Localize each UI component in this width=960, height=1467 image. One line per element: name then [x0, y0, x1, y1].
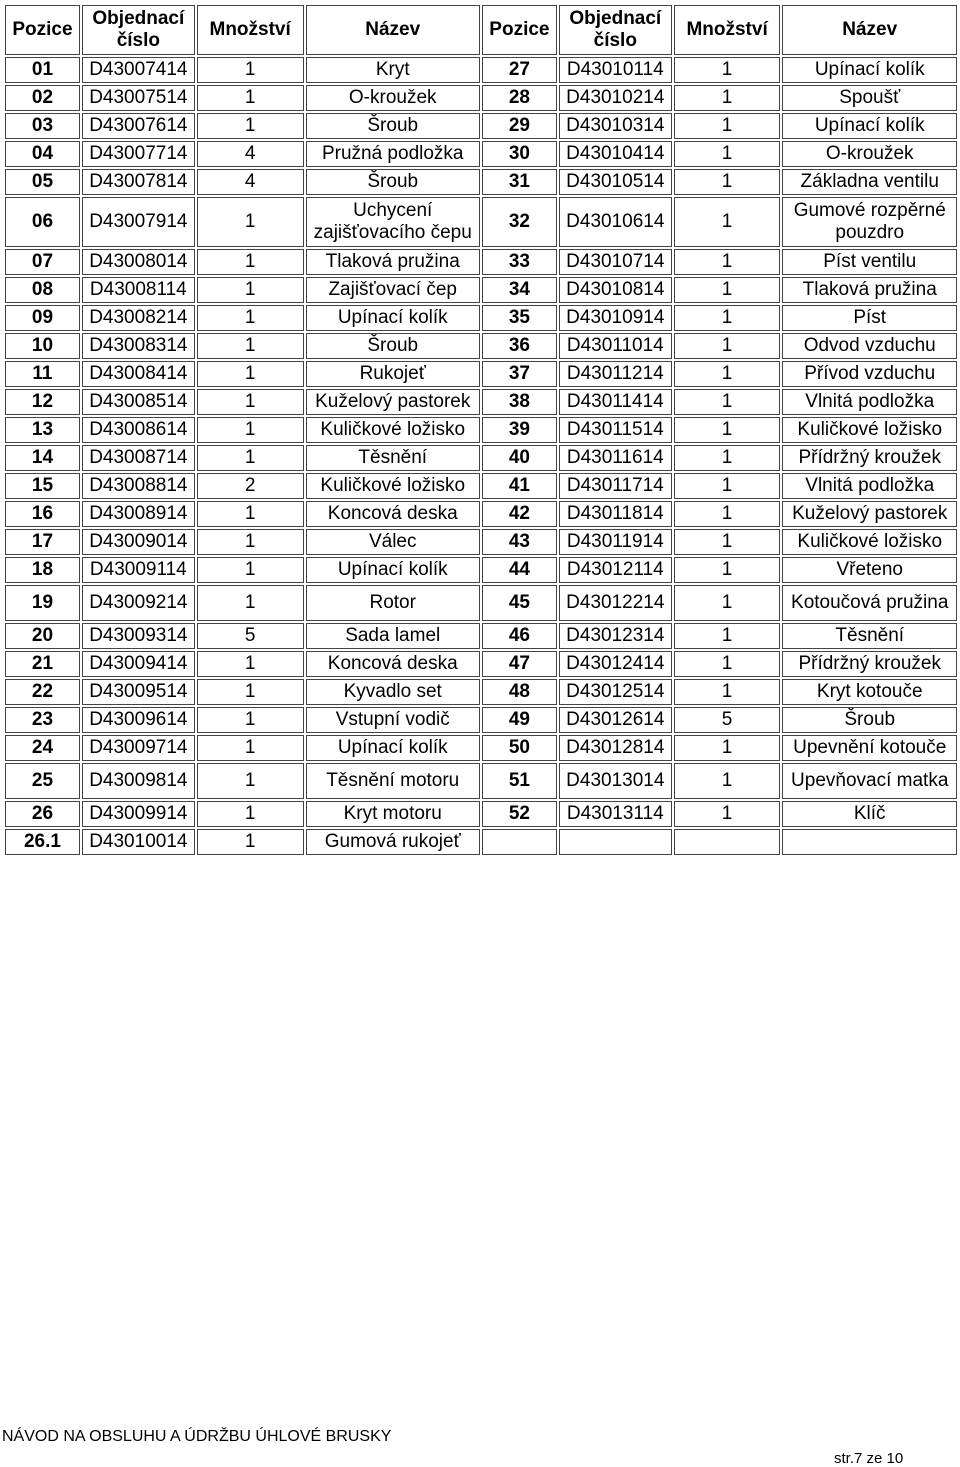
cell-qty-left: 1 — [197, 735, 304, 761]
cell-pos-right: 48 — [482, 679, 557, 705]
cell-name-left: Šroub — [306, 333, 480, 359]
cell-code-right: D43011014 — [559, 333, 672, 359]
cell-qty-right: 1 — [674, 85, 781, 111]
cell-code-left: D43008414 — [82, 361, 195, 387]
cell-name-left: Upínací kolík — [306, 557, 480, 583]
cell-pos-left: 06 — [5, 197, 80, 247]
cell-pos-right: 44 — [482, 557, 557, 583]
cell-qty-left: 1 — [197, 57, 304, 83]
cell-qty-right: 1 — [674, 305, 781, 331]
cell-code-left: D43009514 — [82, 679, 195, 705]
cell-code-left: D43009814 — [82, 763, 195, 799]
cell-code-left: D43008014 — [82, 249, 195, 275]
cell-pos-left: 17 — [5, 529, 80, 555]
cell-pos-left: 24 — [5, 735, 80, 761]
cell-qty-right: 1 — [674, 361, 781, 387]
cell-qty-right: 1 — [674, 389, 781, 415]
cell-name-right: Kuličkové ložisko — [782, 529, 957, 555]
cell-pos-left: 07 — [5, 249, 80, 275]
cell-name-right: Odvod vzduchu — [782, 333, 957, 359]
cell-code-right: D43010314 — [559, 113, 672, 139]
cell-name-right: Upínací kolík — [782, 57, 957, 83]
cell-code-right — [559, 829, 672, 855]
cell-pos-right: 37 — [482, 361, 557, 387]
cell-name-right: Tlaková pružina — [782, 277, 957, 303]
cell-pos-right: 31 — [482, 169, 557, 195]
cell-pos-left: 26.1 — [5, 829, 80, 855]
table-row — [5, 417, 957, 443]
cell-name-left: Kryt — [306, 57, 480, 83]
cell-pos-right: 41 — [482, 473, 557, 499]
cell-name-right: Kuželový pastorek — [782, 501, 957, 527]
cell-qty-left: 5 — [197, 623, 304, 649]
cell-qty-left: 1 — [197, 85, 304, 111]
cell-pos-right: 39 — [482, 417, 557, 443]
cell-pos-left: 03 — [5, 113, 80, 139]
cell-qty-right: 1 — [674, 735, 781, 761]
cell-qty-left: 2 — [197, 473, 304, 499]
cell-qty-right — [674, 829, 781, 855]
cell-qty-left: 1 — [197, 249, 304, 275]
cell-qty-left: 1 — [197, 679, 304, 705]
table-row — [5, 557, 957, 583]
cell-name-right: Klíč — [782, 801, 957, 827]
cell-code-left: D43007414 — [82, 57, 195, 83]
cell-pos-left: 11 — [5, 361, 80, 387]
cell-code-left: D43008514 — [82, 389, 195, 415]
cell-name-left: Gumová rukojeť — [306, 829, 480, 855]
table-row — [5, 473, 957, 499]
cell-pos-left: 25 — [5, 763, 80, 799]
header-qty-left: Množství — [197, 5, 304, 55]
cell-name-left: Kryt motoru — [306, 801, 480, 827]
cell-pos-left: 01 — [5, 57, 80, 83]
cell-pos-left: 23 — [5, 707, 80, 733]
cell-pos-right: 30 — [482, 141, 557, 167]
cell-name-left: O-kroužek — [306, 85, 480, 111]
header-row — [5, 5, 957, 55]
cell-name-left: Zajišťovací čep — [306, 277, 480, 303]
cell-code-left: D43009914 — [82, 801, 195, 827]
cell-name-right: Gumové rozpěrné pouzdro — [782, 197, 957, 247]
cell-pos-left: 22 — [5, 679, 80, 705]
cell-name-right: Přídržný kroužek — [782, 651, 957, 677]
cell-pos-left: 10 — [5, 333, 80, 359]
cell-qty-right: 1 — [674, 417, 781, 443]
cell-qty-left: 1 — [197, 113, 304, 139]
table-row — [5, 249, 957, 275]
cell-qty-right: 1 — [674, 445, 781, 471]
cell-pos-left: 15 — [5, 473, 80, 499]
cell-name-left: Těsnění — [306, 445, 480, 471]
cell-code-left: D43009314 — [82, 623, 195, 649]
cell-code-right: D43011614 — [559, 445, 672, 471]
cell-pos-left: 08 — [5, 277, 80, 303]
cell-code-right: D43011914 — [559, 529, 672, 555]
cell-pos-left: 12 — [5, 389, 80, 415]
cell-pos-left: 20 — [5, 623, 80, 649]
cell-pos-right: 49 — [482, 707, 557, 733]
cell-qty-right: 1 — [674, 557, 781, 583]
cell-qty-left: 1 — [197, 389, 304, 415]
cell-code-right: D43011414 — [559, 389, 672, 415]
table-row — [5, 113, 957, 139]
cell-code-right: D43010514 — [559, 169, 672, 195]
cell-code-left: D43008214 — [82, 305, 195, 331]
cell-pos-right: 28 — [482, 85, 557, 111]
cell-code-left: D43008814 — [82, 473, 195, 499]
cell-name-left: Kyvadlo set — [306, 679, 480, 705]
table-row — [5, 623, 957, 649]
cell-name-right: Upínací kolík — [782, 113, 957, 139]
cell-pos-left: 18 — [5, 557, 80, 583]
cell-name-right: Kotoučová pružina — [782, 585, 957, 621]
header-pos-left: Pozice — [5, 5, 80, 55]
cell-code-left: D43009014 — [82, 529, 195, 555]
cell-code-right: D43012314 — [559, 623, 672, 649]
table-row — [5, 829, 957, 855]
header-code-right: Objednací číslo — [559, 5, 672, 55]
cell-code-right: D43011514 — [559, 417, 672, 443]
cell-qty-right: 1 — [674, 763, 781, 799]
cell-name-left: Sada lamel — [306, 623, 480, 649]
cell-qty-left: 1 — [197, 445, 304, 471]
cell-pos-right: 52 — [482, 801, 557, 827]
cell-name-left: Kuželový pastorek — [306, 389, 480, 415]
cell-qty-right: 1 — [674, 277, 781, 303]
cell-name-right: Kuličkové ložisko — [782, 417, 957, 443]
cell-code-left: D43009114 — [82, 557, 195, 583]
cell-name-left: Vstupní vodič — [306, 707, 480, 733]
cell-qty-right: 1 — [674, 141, 781, 167]
cell-qty-left: 1 — [197, 197, 304, 247]
table-row — [5, 501, 957, 527]
cell-qty-left: 1 — [197, 417, 304, 443]
cell-name-left: Tlaková pružina — [306, 249, 480, 275]
cell-code-left: D43007514 — [82, 85, 195, 111]
table-row — [5, 679, 957, 705]
cell-name-right: O-kroužek — [782, 141, 957, 167]
table-row — [5, 333, 957, 359]
table-row — [5, 277, 957, 303]
footer-title: NÁVOD NA OBSLUHU A ÚDRŽBU ÚHLOVÉ BRUSKY — [2, 1428, 392, 1445]
cell-code-right: D43012514 — [559, 679, 672, 705]
cell-name-right: Šroub — [782, 707, 957, 733]
cell-code-right: D43012114 — [559, 557, 672, 583]
cell-qty-right: 1 — [674, 623, 781, 649]
parts-table — [3, 3, 959, 857]
cell-qty-right: 1 — [674, 529, 781, 555]
cell-pos-right: 34 — [482, 277, 557, 303]
cell-name-left: Koncová deska — [306, 501, 480, 527]
cell-name-right: Přídržný kroužek — [782, 445, 957, 471]
cell-code-right: D43010714 — [559, 249, 672, 275]
cell-qty-right: 1 — [674, 585, 781, 621]
table-row — [5, 305, 957, 331]
table-row — [5, 651, 957, 677]
cell-code-right: D43010814 — [559, 277, 672, 303]
cell-qty-left: 4 — [197, 141, 304, 167]
cell-qty-right: 1 — [674, 57, 781, 83]
cell-name-right: Přívod vzduchu — [782, 361, 957, 387]
cell-pos-right: 38 — [482, 389, 557, 415]
cell-name-left: Těsnění motoru — [306, 763, 480, 799]
table-row — [5, 57, 957, 83]
cell-name-left: Šroub — [306, 113, 480, 139]
cell-qty-left: 1 — [197, 529, 304, 555]
cell-qty-right: 1 — [674, 197, 781, 247]
cell-name-left: Kuličkové ložisko — [306, 473, 480, 499]
cell-code-left: D43007914 — [82, 197, 195, 247]
cell-qty-left: 4 — [197, 169, 304, 195]
table-row — [5, 361, 957, 387]
cell-code-left: D43008714 — [82, 445, 195, 471]
cell-qty-left: 1 — [197, 557, 304, 583]
cell-name-right: Upevňovací matka — [782, 763, 957, 799]
cell-pos-left: 04 — [5, 141, 80, 167]
header-pos-right: Pozice — [482, 5, 557, 55]
cell-name-left: Rukojeť — [306, 361, 480, 387]
cell-pos-left: 21 — [5, 651, 80, 677]
cell-name-right: Píst — [782, 305, 957, 331]
cell-code-right: D43010414 — [559, 141, 672, 167]
cell-name-left: Válec — [306, 529, 480, 555]
cell-pos-right — [482, 829, 557, 855]
header-name-right: Název — [782, 5, 957, 55]
cell-pos-right: 45 — [482, 585, 557, 621]
cell-code-right: D43011714 — [559, 473, 672, 499]
cell-pos-left: 09 — [5, 305, 80, 331]
page-number: str.7 ze 10 — [834, 1450, 904, 1467]
cell-code-left: D43007714 — [82, 141, 195, 167]
cell-name-right: Spoušť — [782, 85, 957, 111]
cell-pos-left: 13 — [5, 417, 80, 443]
table-row — [5, 389, 957, 415]
cell-code-right: D43013014 — [559, 763, 672, 799]
cell-code-right: D43012214 — [559, 585, 672, 621]
cell-name-left: Pružná podložka — [306, 141, 480, 167]
cell-pos-right: 36 — [482, 333, 557, 359]
cell-pos-right: 33 — [482, 249, 557, 275]
cell-code-left: D43008314 — [82, 333, 195, 359]
cell-pos-right: 47 — [482, 651, 557, 677]
header-name-left: Název — [306, 5, 480, 55]
table-row — [5, 141, 957, 167]
cell-name-right: Píst ventilu — [782, 249, 957, 275]
cell-pos-left: 16 — [5, 501, 80, 527]
cell-name-left: Šroub — [306, 169, 480, 195]
cell-qty-left: 1 — [197, 707, 304, 733]
parts-body — [5, 57, 957, 855]
table-row — [5, 445, 957, 471]
cell-pos-left: 05 — [5, 169, 80, 195]
cell-qty-left: 1 — [197, 801, 304, 827]
cell-code-right: D43012614 — [559, 707, 672, 733]
cell-code-right: D43010614 — [559, 197, 672, 247]
cell-code-left: D43009214 — [82, 585, 195, 621]
cell-qty-right: 1 — [674, 801, 781, 827]
table-row — [5, 707, 957, 733]
table-row — [5, 735, 957, 761]
cell-name-right: Těsnění — [782, 623, 957, 649]
cell-qty-left: 1 — [197, 361, 304, 387]
table-row — [5, 529, 957, 555]
cell-pos-left: 26 — [5, 801, 80, 827]
cell-code-left: D43008914 — [82, 501, 195, 527]
cell-pos-right: 46 — [482, 623, 557, 649]
cell-code-left: D43008114 — [82, 277, 195, 303]
cell-name-right: Upevnění kotouče — [782, 735, 957, 761]
cell-pos-right: 35 — [482, 305, 557, 331]
cell-code-right: D43010214 — [559, 85, 672, 111]
cell-qty-right: 1 — [674, 679, 781, 705]
cell-qty-right: 1 — [674, 249, 781, 275]
cell-pos-right: 27 — [482, 57, 557, 83]
cell-qty-right: 5 — [674, 707, 781, 733]
cell-pos-right: 40 — [482, 445, 557, 471]
table-row — [5, 169, 957, 195]
cell-name-left: Rotor — [306, 585, 480, 621]
table-row — [5, 801, 957, 827]
cell-pos-left: 14 — [5, 445, 80, 471]
cell-qty-left: 1 — [197, 333, 304, 359]
cell-code-right: D43011814 — [559, 501, 672, 527]
cell-code-left: D43007614 — [82, 113, 195, 139]
cell-name-left: Koncová deska — [306, 651, 480, 677]
cell-qty-right: 1 — [674, 169, 781, 195]
cell-pos-right: 51 — [482, 763, 557, 799]
header-code-left: Objednací číslo — [82, 5, 195, 55]
cell-name-left: Kuličkové ložisko — [306, 417, 480, 443]
cell-code-right: D43011214 — [559, 361, 672, 387]
cell-name-left: Upínací kolík — [306, 305, 480, 331]
cell-qty-right: 1 — [674, 651, 781, 677]
table-row — [5, 85, 957, 111]
cell-name-right: Vřeteno — [782, 557, 957, 583]
cell-qty-left: 1 — [197, 277, 304, 303]
cell-pos-right: 32 — [482, 197, 557, 247]
cell-pos-left: 02 — [5, 85, 80, 111]
cell-qty-right: 1 — [674, 333, 781, 359]
cell-qty-left: 1 — [197, 305, 304, 331]
cell-qty-right: 1 — [674, 501, 781, 527]
cell-name-right: Vlnitá podložka — [782, 473, 957, 499]
cell-code-left: D43007814 — [82, 169, 195, 195]
cell-qty-left: 1 — [197, 585, 304, 621]
cell-qty-left: 1 — [197, 651, 304, 677]
cell-name-left: Upínací kolík — [306, 735, 480, 761]
cell-qty-right: 1 — [674, 113, 781, 139]
cell-pos-right: 43 — [482, 529, 557, 555]
cell-code-left: D43009614 — [82, 707, 195, 733]
cell-qty-left: 1 — [197, 763, 304, 799]
cell-name-right — [782, 829, 957, 855]
cell-code-right: D43010914 — [559, 305, 672, 331]
cell-name-right: Vlnitá podložka — [782, 389, 957, 415]
cell-qty-left: 1 — [197, 501, 304, 527]
cell-name-right: Základna ventilu — [782, 169, 957, 195]
cell-code-left: D43009414 — [82, 651, 195, 677]
table-row — [5, 197, 957, 247]
cell-code-left: D43009714 — [82, 735, 195, 761]
cell-name-left: Uchycení zajišťovacího čepu — [306, 197, 480, 247]
cell-code-right: D43012414 — [559, 651, 672, 677]
cell-code-right: D43012814 — [559, 735, 672, 761]
cell-code-left: D43010014 — [82, 829, 195, 855]
cell-code-right: D43010114 — [559, 57, 672, 83]
header-qty-right: Množství — [674, 5, 781, 55]
cell-pos-right: 29 — [482, 113, 557, 139]
cell-code-left: D43008614 — [82, 417, 195, 443]
cell-qty-left: 1 — [197, 829, 304, 855]
cell-pos-right: 50 — [482, 735, 557, 761]
cell-name-right: Kryt kotouče — [782, 679, 957, 705]
cell-pos-left: 19 — [5, 585, 80, 621]
table-row — [5, 763, 957, 799]
cell-pos-right: 42 — [482, 501, 557, 527]
cell-qty-right: 1 — [674, 473, 781, 499]
table-row — [5, 585, 957, 621]
cell-code-right: D43013114 — [559, 801, 672, 827]
